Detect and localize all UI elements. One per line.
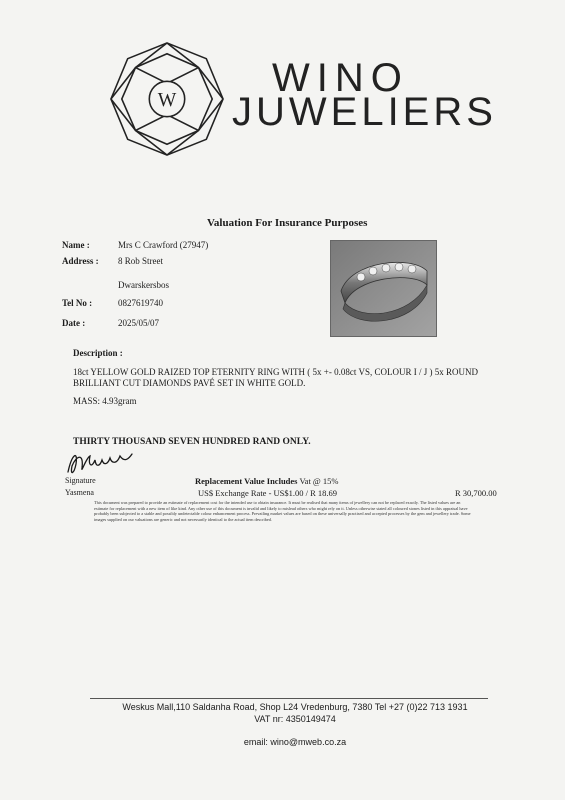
brand-name-line2: JUWELIERS — [232, 90, 497, 134]
date-label: Date : — [62, 318, 86, 328]
replacement-total: R 30,700.00 — [455, 488, 497, 498]
address-line2: Dwarskersbos — [118, 280, 169, 290]
document-title: Valuation For Insurance Purposes — [207, 217, 368, 229]
exchange-rate: US$ Exchange Rate - US$1.00 / R 18.69 — [198, 488, 338, 498]
logo-octagon-diamond-icon — [108, 40, 226, 158]
footer-divider — [90, 698, 488, 699]
amount-in-words: THIRTY THOUSAND SEVEN HUNDRED RAND ONLY. — [73, 437, 311, 447]
brand-name-line1: WINO — [272, 56, 409, 100]
ring-photo — [330, 240, 437, 337]
footer-address: Weskus Mall,110 Saldanha Road, Shop L24 Vredenburg, 7380 Tel +27 (0)22 713 1931 — [122, 702, 468, 712]
footer-vat: VAT nr: 4350149474 — [254, 714, 336, 724]
logo-monogram: W — [157, 88, 177, 111]
description-text: 18ct YELLOW GOLD RAIZED TOP ETERNITY RING WITH ( 5x +- 0.08ct VS, COLOUR I / J ) 5x ROUND BRILLIANT CUT DIAMONDS PAVÉ SET IN WHITE GOLD. — [73, 367, 478, 388]
mass-text: MASS: 4.93gram — [73, 396, 137, 406]
date-value: 2025/05/07 — [118, 318, 160, 328]
replacement-label: Replacement Value Includes — [195, 476, 298, 486]
tel-value: 0827619740 — [118, 298, 163, 308]
address-line1: 8 Rob Street — [118, 256, 163, 266]
signature-name: Yasmena — [65, 488, 94, 497]
disclaimer-text: This document was prepared to provide an estimate of replacement cost for the intended use to obtain insurance. It must be realised that many items of jewellery can not be replaced exactly. The listed values are an estimate for replacement with a new item of like kind. Any other use of this document is invalid and likely to mislead others who might rely on it. Unless otherwise stated all coloured stones listed in this appraisal have probably been subjected to a stable and possibly undetectable colour enhancement process. Prevailing market values are based on these universally practised and accepted processes by the gem and jewellery trade. Some images supplied on our valuations are generic and not necessarily identical to the actual item described. — [94, 500, 471, 522]
description-label: Description : — [73, 348, 123, 358]
footer-email: email: wino@mweb.co.za — [243, 737, 347, 747]
name-label: Name : — [62, 240, 90, 250]
tel-label: Tel No : — [62, 298, 93, 308]
name-value: Mrs C Crawford (27947) — [118, 240, 209, 250]
replacement-value-line — [195, 476, 338, 486]
vat-text: Vat @ 15% — [299, 476, 339, 486]
handwritten-signature — [62, 446, 142, 478]
signature-label: Signature — [65, 476, 96, 485]
address-label: Address : — [62, 256, 99, 266]
